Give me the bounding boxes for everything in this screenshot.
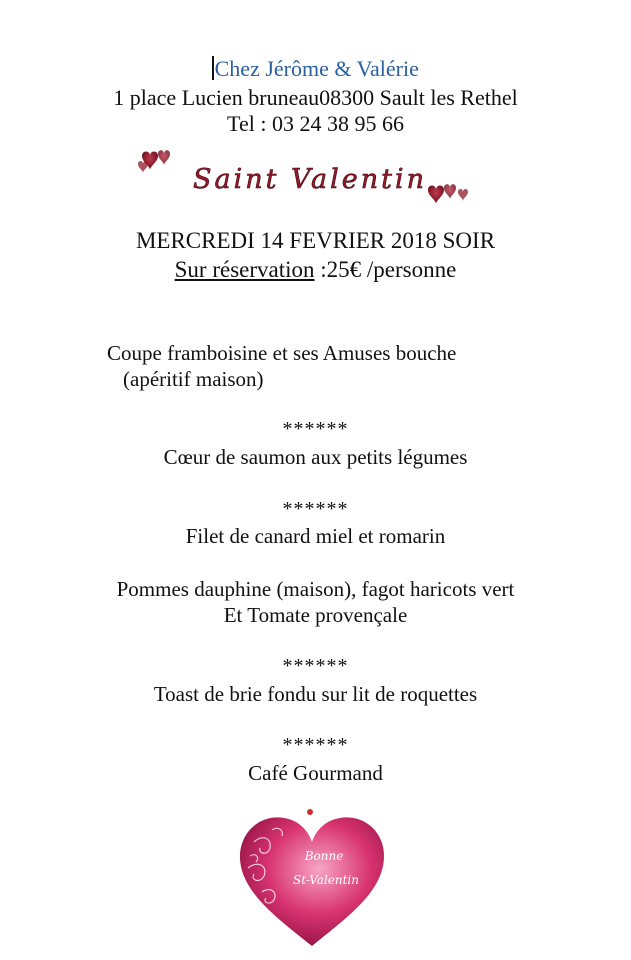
restaurant-name-line — [0, 56, 631, 80]
course-main: Filet de canard miel et romarin — [185, 524, 446, 548]
separator: ****** — [282, 655, 349, 677]
separator: ****** — [282, 734, 349, 756]
course-aperitif-line2: (apéritif maison) — [123, 367, 264, 391]
hearts-left-icon — [138, 150, 170, 173]
course-sides-line1: Pommes dauphine (maison), fagot haricots vert — [116, 577, 515, 601]
phone: Tel : 03 24 38 95 66 — [227, 111, 404, 136]
small-heart-dot-icon — [307, 809, 313, 815]
separator: ****** — [282, 418, 349, 440]
course-starter: Cœur de saumon aux petits légumes — [163, 445, 468, 469]
text-cursor — [212, 56, 214, 80]
saint-valentin-title-art — [132, 148, 477, 210]
heart-text-bonne: Bonne — [304, 849, 344, 863]
course-dessert: Café Gourmand — [248, 761, 383, 785]
reservation-label: Sur réservation — [174, 257, 315, 282]
course-sides-line2: Et Tomate provençale — [223, 603, 408, 627]
hearts-right-icon — [428, 184, 468, 204]
reservation-line — [0, 258, 631, 281]
event-date: MERCREDI 14 FEVRIER 2018 SOIR — [135, 228, 496, 253]
reservation-price: :25€ /personne — [314, 257, 457, 282]
bonne-st-valentin-heart-art — [232, 808, 392, 950]
saint-valentin-title: Saint Valentin — [192, 164, 428, 195]
heart-text-st-valentin: St-Valentin — [293, 873, 359, 887]
course-aperitif-line1: Coupe framboisine et ses Amuses bouche — [107, 341, 457, 365]
address: 1 place Lucien bruneau08300 Sault les Rethel — [113, 85, 518, 110]
restaurant-name: Chez Jérôme & Valérie — [214, 56, 419, 81]
separator: ****** — [282, 498, 349, 520]
course-cheese: Toast de brie fondu sur lit de roquettes — [153, 682, 478, 706]
